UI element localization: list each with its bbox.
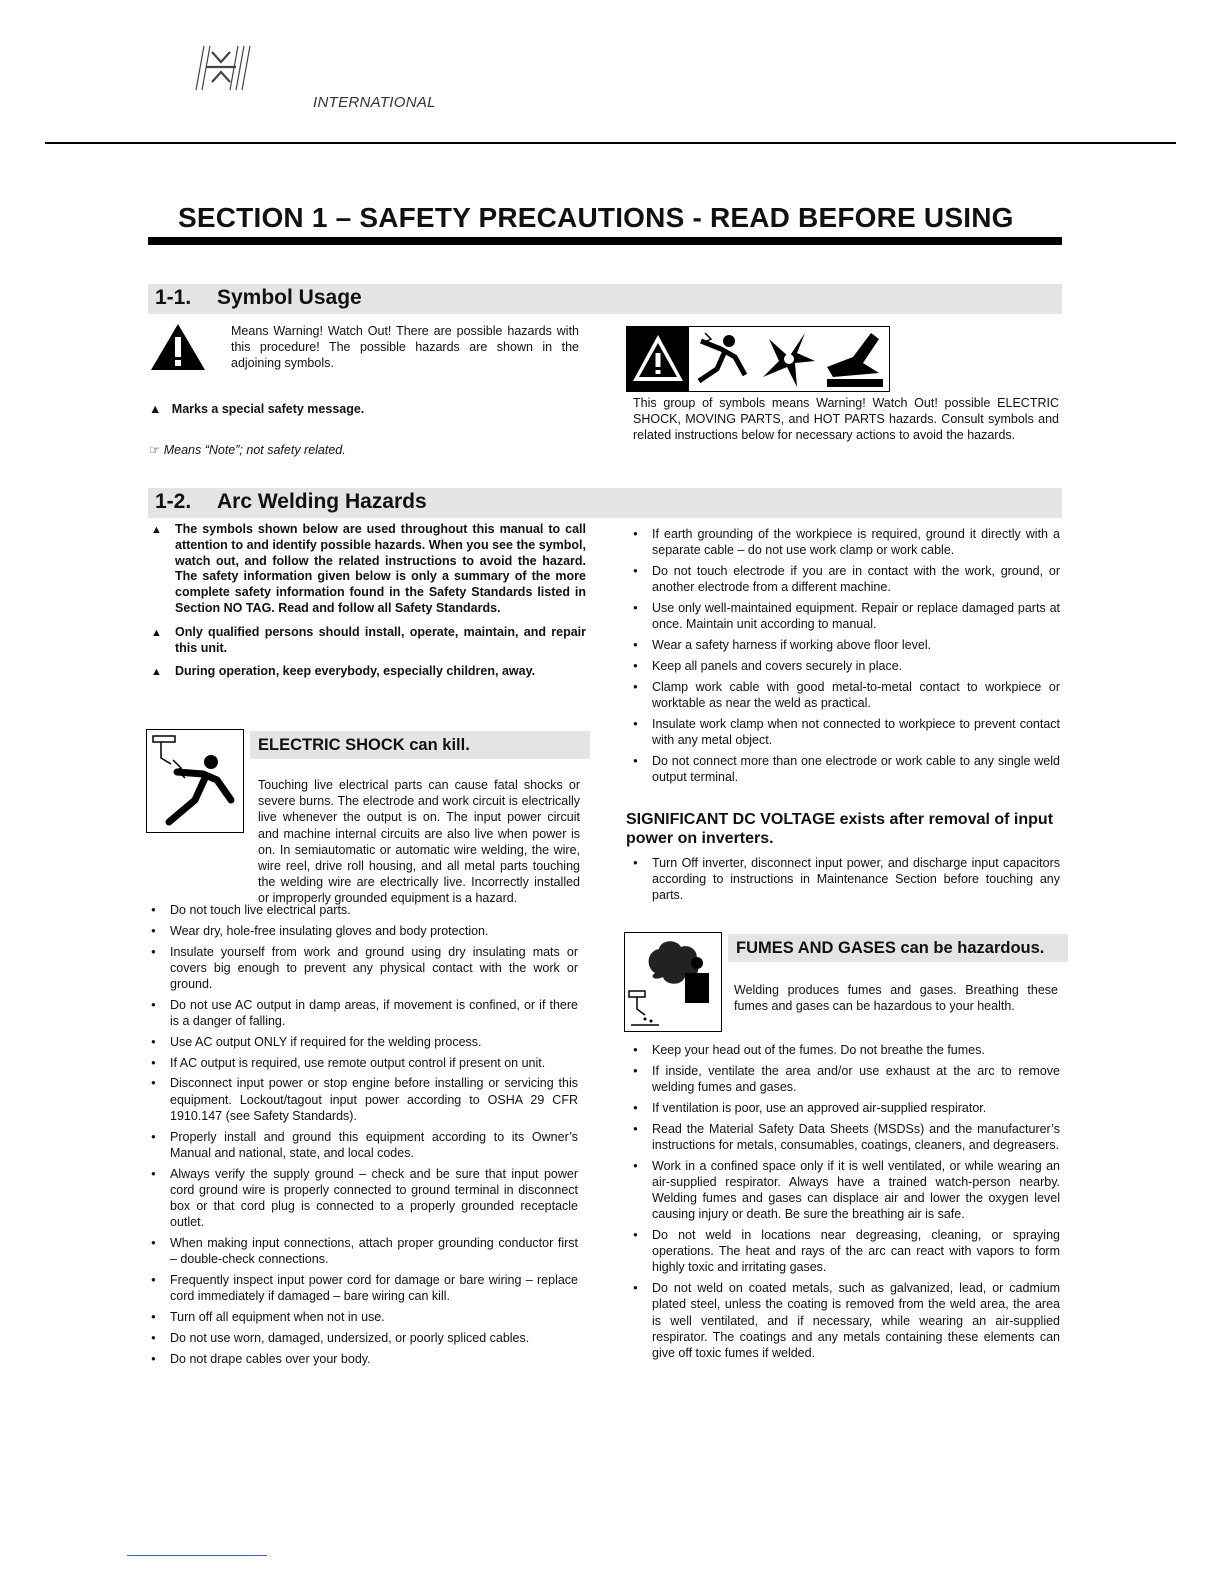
arc-hazards-intro — [148, 522, 586, 680]
list-item: ● Wear a safety harness if working above floor level. — [630, 637, 1060, 653]
symbol-group-text: This group of symbols means Warning! Watch Out! possible ELECTRIC SHOCK, MOVING PARTS, and HOT PARTS hazards. Consult symbols and related instructions below for necessary actions to avoid the hazards. — [633, 396, 1059, 443]
warning-meaning-text: Means Warning! Watch Out! There are possible hazards with this procedure! The possible hazards are shown in the adjoining symbols. — [231, 324, 579, 371]
company-name: INTERNATIONAL — [313, 94, 436, 111]
company-logo-icon — [190, 42, 252, 94]
fumes-bullets — [630, 1042, 1060, 1366]
list-item: ● Turn off all equipment when not in use. — [148, 1309, 578, 1325]
electric-shock-bullets-continued — [630, 526, 1060, 790]
arc-hazards-heading: 1-2. Arc Welding Hazards — [155, 490, 427, 513]
electric-shock-title: ELECTRIC SHOCK can kill. — [250, 731, 590, 759]
dc-voltage-bullets — [630, 855, 1060, 908]
list-item: ● Do not drape cables over your body. — [148, 1351, 578, 1367]
fumes-paragraph: Welding produces fumes and gases. Breathing these fumes and gases can be hazardous to your health. — [734, 983, 1058, 1014]
footnote-divider — [127, 1555, 267, 1556]
electric-shock-bullets — [148, 902, 578, 1371]
list-item: ● Frequently inspect input power cord for damage or bare wiring – replace cord immediately if damaged – bare wiring can kill. — [148, 1272, 578, 1304]
list-item: ● If ventilation is poor, use an approved air-supplied respirator. — [630, 1100, 1060, 1116]
list-item: ● Wear dry, hole-free insulating gloves and body protection. — [148, 923, 578, 939]
list-item: ● Do not touch electrode if you are in contact with the work, ground, or another electrode from a different machine. — [630, 563, 1060, 595]
list-item: ● Do not use AC output in damp areas, if movement is confined, or if there is a danger of falling. — [148, 997, 578, 1029]
hot-parts-icon — [823, 327, 887, 391]
section-title: SECTION 1 – SAFETY PRECAUTIONS - READ BEFORE USING — [178, 202, 1014, 233]
list-item: ● Do not touch live electrical parts. — [148, 902, 578, 918]
list-item: ● Use only well-maintained equipment. Repair or replace damaged parts at once. Maintain unit according to manual. — [630, 600, 1060, 632]
fumes-gases-icon — [625, 933, 721, 1031]
fumes-title: FUMES AND GASES can be hazardous. — [728, 934, 1068, 962]
list-item: ● Do not weld in locations near degreasing, cleaning, or spraying operations. The heat and rays of the arc can react with vapors to form highly toxic and irritating gases. — [630, 1227, 1060, 1276]
list-item: ● When making input connections, attach proper grounding conductor first – double-check connections. — [148, 1235, 578, 1267]
note-hand-icon: ☞ — [149, 443, 161, 457]
intro-item: ▲ The symbols shown below are used throughout this manual to call attention to and identify possible hazards. When you see the symbol, watch out, and follow the related instructions to avoid the hazard. The safety information given below is only a summary of the more complete safety information found in the Safety Standards listed in Section NO TAG. Read and follow all Safety Standards. — [151, 522, 586, 615]
list-item: ● If earth grounding of the workpiece is required, ground it directly with a separate cable – do not use work clamp or work cable. — [630, 526, 1060, 558]
list-item: ● Properly install and ground this equipment according to its Owner’s Manual and national, state, and local codes. — [148, 1129, 578, 1161]
list-item: ● Do not use worn, damaged, undersized, or poorly spliced cables. — [148, 1330, 578, 1346]
header-divider — [45, 142, 1176, 144]
list-item: ● Disconnect input power or stop engine before installing or servicing this equipment. Lockout/tagout input power according to OSHA 29 CFR 1910.147 (see Safety Standards). — [148, 1075, 578, 1124]
warning-triangle-icon — [149, 322, 207, 372]
moving-parts-icon — [757, 327, 821, 391]
list-item: ● Always verify the supply ground – check and be sure that input power cord ground wire is properly connected to ground terminal in disconnect box or that cord plug is connected to a properly grounded receptacle outlet. — [148, 1166, 578, 1231]
small-triangle-icon: ▲ — [149, 402, 162, 416]
list-item: ● Work in a confined space only if it is well ventilated, or while wearing an air-supplied respirator. Always have a trained watch-person nearby. Welding fumes and gases can displace air and lower the oxygen level causing injury or death. Be sure the breathing air is safe. — [630, 1158, 1060, 1223]
fumes-symbol-box — [624, 932, 722, 1032]
symbol-usage-heading: 1-1. Symbol Usage — [155, 286, 362, 309]
list-item: ● Read the Material Safety Data Sheets (MSDSs) and the manufacturer’s instructions for metals, consumables, coatings, cleaners, and degreasers. — [630, 1121, 1060, 1153]
list-item: ● Do not weld on coated metals, such as galvanized, lead, or cadmium plated steel, unless the coating is removed from the weld area, the area is well ventilated, and if necessary, while wearing an air-supplied respirator. The coatings and any metals containing these elements can give off toxic fumes if welded. — [630, 1280, 1060, 1361]
list-item: ● Insulate work clamp when not connected to workpiece to prevent contact with any metal object. — [630, 716, 1060, 748]
special-message-line: ▲ Marks a special safety message. — [149, 402, 365, 416]
list-item: ● Keep all panels and covers securely in place. — [630, 658, 1060, 674]
list-item: ● Keep your head out of the fumes. Do not breathe the fumes. — [630, 1042, 1060, 1058]
intro-item: ▲ Only qualified persons should install, operate, maintain, and repair this unit. — [151, 624, 586, 655]
list-item: ● Do not connect more than one electrode or work cable to any single weld output terminal. — [630, 753, 1060, 785]
list-item: ● Use AC output ONLY if required for the welding process. — [148, 1034, 578, 1050]
intro-item: ▲ During operation, keep everybody, especially children, away. — [151, 664, 536, 679]
list-item: ● If inside, ventilate the area and/or use exhaust at the arc to remove welding fumes and gases. — [630, 1063, 1060, 1095]
list-item: ● Insulate yourself from work and ground using dry insulating mats or covers big enough to prevent any physical contact with the work or ground. — [148, 944, 578, 993]
list-item: ● Clamp work cable with good metal-to-metal contact to workpiece or worktable as near the weld as practical. — [630, 679, 1060, 711]
section-title-rule — [148, 237, 1062, 245]
electric-shock-paragraph: Touching live electrical parts can cause fatal shocks or severe burns. The electrode and work circuit is electrically live whenever the output is on. The input power circuit and machine internal circuits are also live when power is on. In semiautomatic or automatic wire welding, the wire, wire reel, drive roll housing, and all metal parts touching the welding wire are electrically live. Incorrectly installed or improperly grounded equipment is a hazard. — [258, 778, 580, 906]
dc-voltage-heading: SIGNIFICANT DC VOLTAGE exists after removal of input power on inverters. — [626, 811, 1054, 847]
list-item: ● If AC output is required, use remote output control if present on unit. — [148, 1055, 578, 1071]
warning-triangle-icon — [627, 327, 689, 391]
hazard-symbol-group — [626, 326, 890, 392]
electric-shock-icon — [691, 327, 755, 391]
list-item: ● Turn Off inverter, disconnect input power, and discharge input capacitors according to instructions in Maintenance Section before touching any parts. — [630, 855, 1060, 904]
note-line: ☞ Means “Note”; not safety related. — [149, 443, 346, 457]
